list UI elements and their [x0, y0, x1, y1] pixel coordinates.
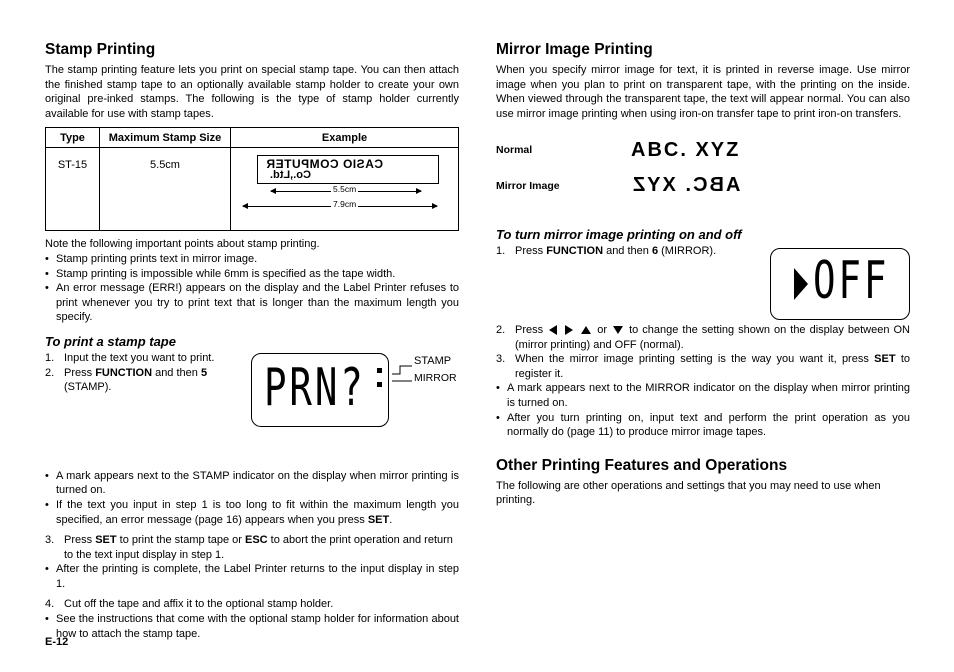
stamp-step-3: 3. Press SET to print the stamp tape or ESC to abort the print operation and return to the text input display in step 1.	[45, 534, 453, 561]
lcd-stamp-mark	[377, 368, 382, 373]
table-cell-type: ST-15	[46, 148, 100, 231]
table-header-example: Example	[231, 128, 459, 148]
stamp-printing-section	[45, 40, 459, 641]
stamp-note-intro: Note the following important points about stamp printing.	[45, 238, 320, 251]
list-item: • Stamp printing is impossible while 6mm is specified as the tape width.	[45, 267, 459, 282]
list-item: • Stamp printing prints text in mirror image.	[45, 252, 459, 267]
up-arrow-key-icon	[581, 326, 591, 334]
stamp-step-4: 4. Cut off the tape and affix it to the optional stamp holder.	[45, 598, 334, 611]
list-item: • After the printing is complete, the Label Printer returns to the input display in step 1.	[45, 562, 459, 591]
list-item: • If the text you input in step 1 is too long to fit within the maximum length you specified, an error message (page 16) appears when you press SET.	[45, 498, 459, 527]
stamp-tape-line2: Co.,Ltd.	[270, 169, 311, 182]
table-row	[46, 148, 459, 231]
mirror-label: Mirror Image	[496, 180, 560, 193]
stamp-lcd-display	[251, 353, 389, 427]
lcd-off-text: OFF	[813, 251, 890, 311]
right-arrow-key-icon	[565, 325, 573, 335]
list-item: • A mark appears next to the MIRROR indicator on the display when mirror printing is turned on.	[496, 381, 910, 410]
mirror-lcd-display	[770, 248, 910, 320]
stamp-holder-table	[45, 127, 459, 231]
page-number: E-12	[45, 636, 69, 648]
indicator-stamp-label: STAMP	[414, 355, 452, 367]
mirror-sample: ABC. XYZ	[631, 174, 741, 197]
lcd-mirror-mark	[377, 382, 382, 387]
mirror-step-1: 1. Press FUNCTION and then 6 (MIRROR).	[496, 245, 717, 258]
stamp-step4-notes	[45, 612, 459, 641]
list-item: • After you turn printing on, input text and perform the print operation as you normally do (page 11) to produce mirror image tapes.	[496, 411, 910, 440]
mirror-samples	[496, 121, 910, 201]
table-header-type: Type	[46, 128, 100, 148]
mirror-sample-wrap	[631, 174, 740, 197]
other-features-intro: The following are other operations and settings that you may need to use when printing.	[496, 479, 881, 507]
table-cell-example	[231, 148, 459, 231]
stamp-notes-list	[45, 252, 459, 325]
indicator-mirror-label: MIRROR	[414, 372, 457, 384]
mirror-step-3: 3. When the mirror image printing setting is the way you want it, press SET to register it.	[496, 353, 911, 380]
list-item: • An error message (ERR!) appears on the display and the Label Printer refuses to print whenever you try to print text that is longer than the maximum length you specify.	[45, 281, 459, 325]
stamp-example-figure	[237, 158, 437, 222]
stamp-step-1: 1. Input the text you want to print.	[45, 351, 215, 364]
mirror-printing-intro: When you specify mirror image for text, it is printed in reverse image. Use mirror image when you plan to print on transparent tape, with the printing on the inside. When viewed through the transparent tape, the text will appear normal. You can also use mirror image printing when using iron-on transfer tape to print iron-on transfers.	[496, 64, 910, 120]
dimension-label-stamp: 5.5cm	[333, 184, 357, 195]
stamp-printing-heading: Stamp Printing	[45, 41, 156, 58]
dimension-label-tape: 7.9cm	[333, 199, 357, 210]
lcd-prn-text: PRN?	[264, 358, 366, 418]
mirror-toggle-heading: To turn mirror image printing on and off	[496, 227, 742, 243]
stamp-step3-notes	[45, 562, 459, 591]
print-stamp-tape-heading: To print a stamp tape	[45, 333, 176, 349]
table-header-size: Maximum Stamp Size	[100, 128, 231, 148]
mirror-step-2: 2. Press or to change the setting shown on the display between ON (mirror printing) and OFF (normal).	[496, 323, 910, 351]
mirror-notes-list	[496, 381, 910, 439]
stamp-display-notes	[45, 469, 459, 527]
normal-label: Normal	[496, 144, 533, 157]
list-item: • See the instructions that come with the optional stamp holder for information about how to attach the stamp tape.	[45, 612, 459, 641]
stamp-step-2: 2. Press FUNCTION and then 5 (STAMP).	[45, 366, 208, 394]
list-item: • A mark appears next to the STAMP indicator on the display when mirror printing is turned on.	[45, 469, 459, 498]
stamp-tape-line1: CASIO COMPUTER	[266, 157, 384, 172]
normal-sample: ABC. XYZ	[631, 139, 741, 162]
table-cell-size: 5.5cm	[100, 148, 231, 231]
lcd-cursor-triangle-icon	[793, 267, 809, 301]
other-features-heading: Other Printing Features and Operations	[496, 456, 788, 474]
left-arrow-key-icon	[549, 325, 557, 335]
stamp-printing-intro: The stamp printing feature lets you print on special stamp tape. You can then attach the finished stamp tape to an optionally available stamp holder to create your own original pre-inked stamps. The following is the type of stamp holder currently available for use with stamp tapes.	[45, 64, 459, 120]
indicator-leader-lines	[390, 360, 414, 384]
stamp-tape-sample	[257, 155, 439, 184]
mirror-printing-heading: Mirror Image Printing	[496, 41, 653, 58]
down-arrow-key-icon	[613, 326, 623, 334]
